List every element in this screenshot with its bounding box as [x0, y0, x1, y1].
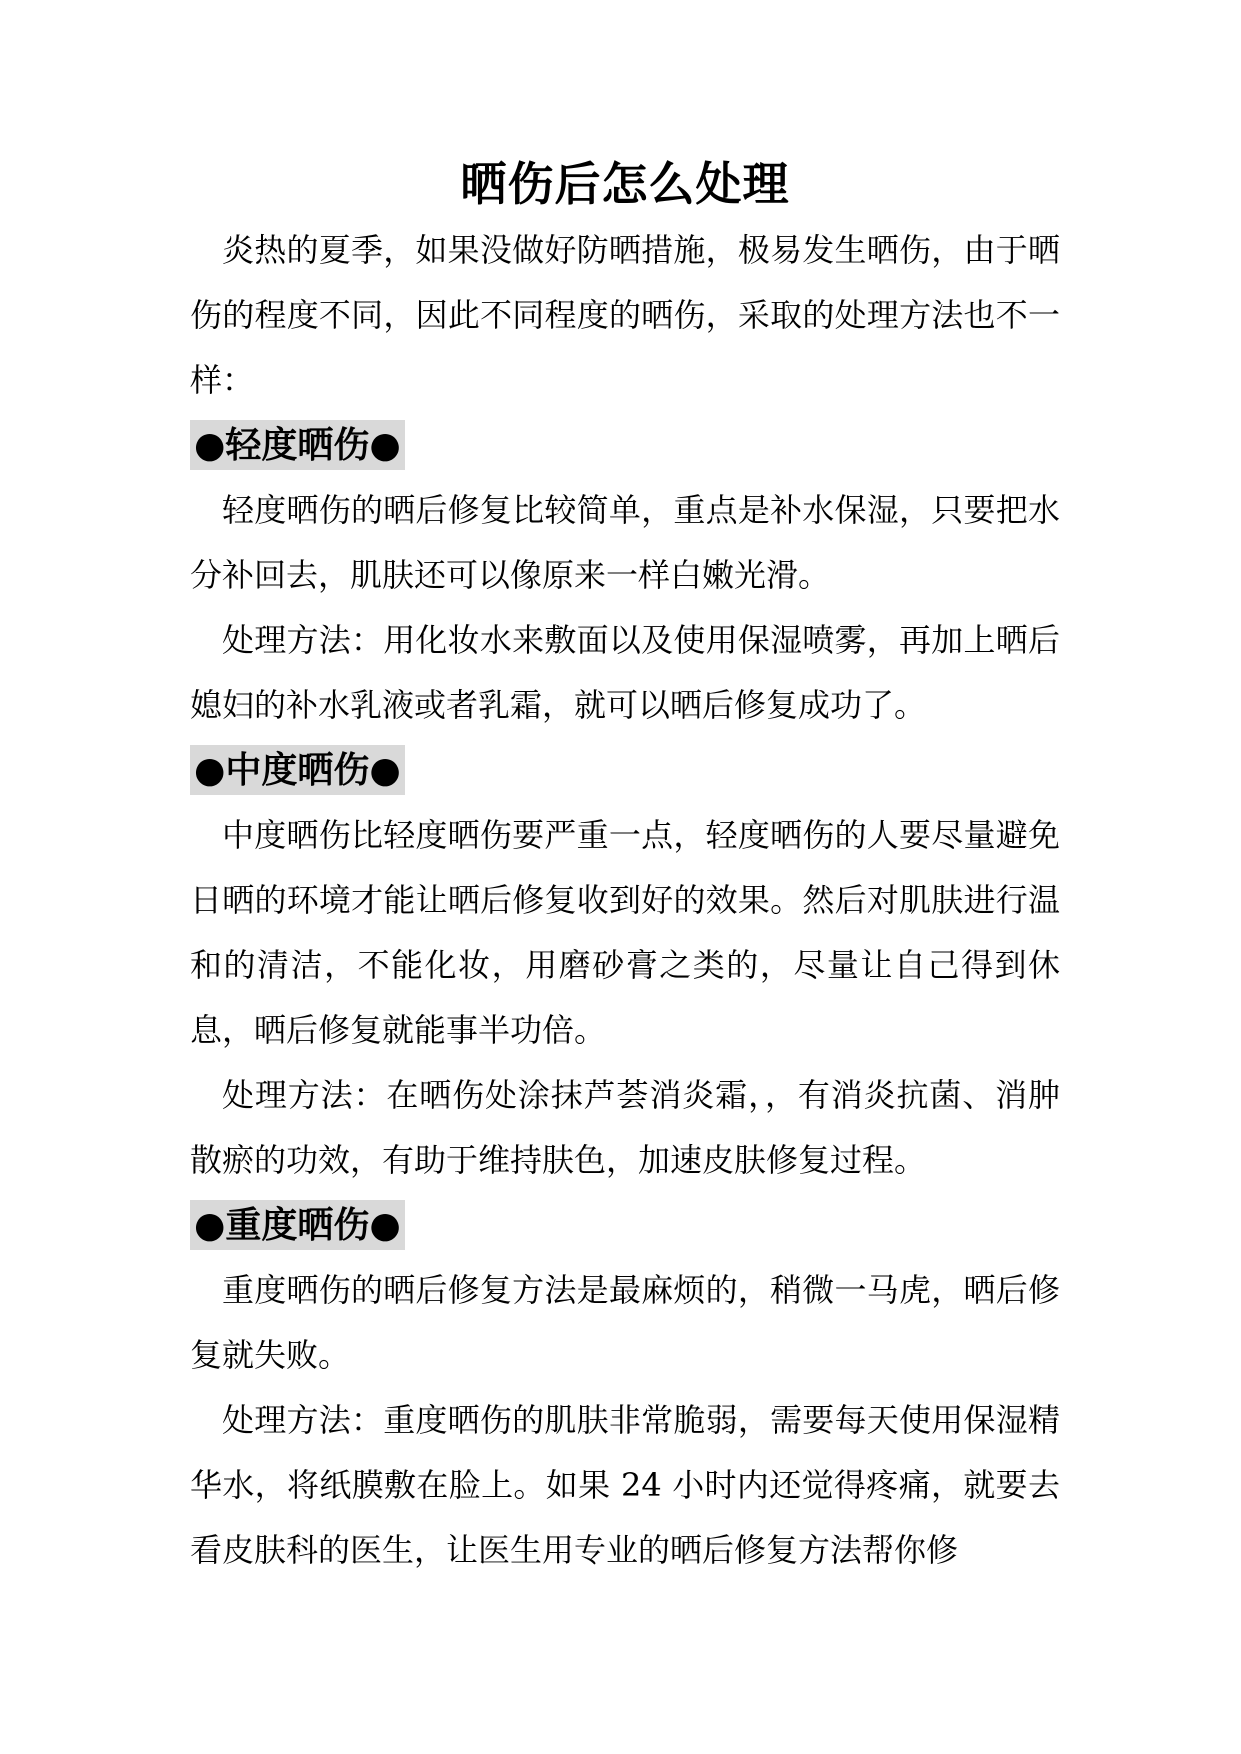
section-heading-severe: ●重度晒伤● [190, 1200, 405, 1250]
section-heading-wrap-mild [190, 413, 1060, 478]
section-moderate-description: 中度晒伤比轻度晒伤要严重一点，轻度晒伤的人要尽量避免日晒的环境才能让晒后修复收到好的效果。然后对肌肤进行温和的清洁，不能化妆，用磨砂膏之类的，尽量让自己得到休息，晒后修复就能事半功倍。 [190, 816, 1060, 1049]
section-severe-treatment: 处理方法：重度晒伤的肌肤非常脆弱，需要每天使用保湿精华水，将纸膜敷在脸上。如果 24 小时内还觉得疼痛，就要去看皮肤科的医生，让医生用专业的晒后修复方法帮你修 [190, 1401, 1060, 1569]
section-heading-wrap-moderate [190, 738, 1060, 803]
section-mild-treatment: 处理方法：用化妆水来敷面以及使用保湿喷雾，再加上晒后媳妇的补水乳液或者乳霜，就可以晒后修复成功了。 [190, 621, 1060, 724]
section-mild-description: 轻度晒伤的晒后修复比较简单，重点是补水保湿，只要把水分补回去，肌肤还可以像原来一样白嫩光滑。 [190, 491, 1060, 594]
section-severe-description: 重度晒伤的晒后修复方法是最麻烦的，稍微一马虎，晒后修复就失败。 [190, 1271, 1060, 1374]
intro-paragraph: 炎热的夏季，如果没做好防晒措施，极易发生晒伤，由于晒伤的程度不同，因此不同程度的晒伤，采取的处理方法也不一样： [190, 231, 1060, 399]
page-title: 晒伤后怎么处理 [460, 157, 790, 211]
section-moderate-treatment: 处理方法：在晒伤处涂抹芦荟消炎霜，，有消炎抗菌、消肿散瘀的功效，有助于维持肤色，加速皮肤修复过程。 [190, 1076, 1060, 1179]
section-heading-mild: ●轻度晒伤● [190, 420, 405, 470]
section-heading-wrap-severe [190, 1193, 1060, 1258]
document-body [190, 150, 1060, 1583]
section-heading-moderate: ●中度晒伤● [190, 745, 405, 795]
